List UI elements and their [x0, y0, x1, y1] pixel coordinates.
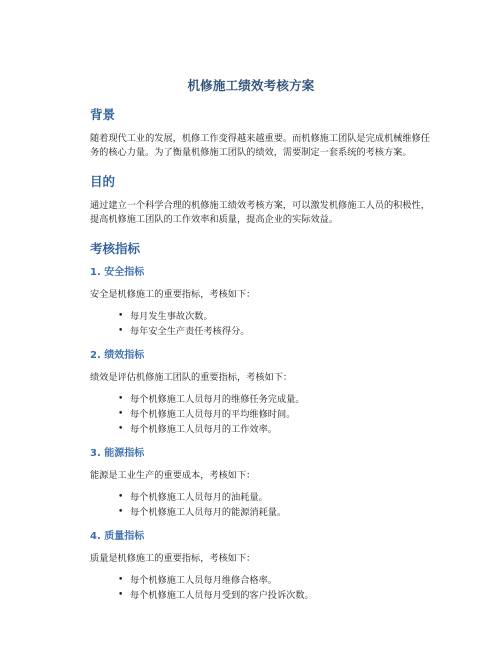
list-item — [72, 505, 430, 520]
section-title: 4. 质量指标 — [90, 531, 145, 542]
bullet-list — [72, 573, 430, 603]
bullet-list — [72, 392, 430, 437]
list-item-text: 每个机修施工人员每月的维修任务完成量。 — [130, 394, 305, 405]
list-item-text: 每年安全生产责任考核得分。 — [130, 326, 250, 337]
heading-indicators: 考核指标 — [90, 241, 141, 256]
list-item-text: 每个机修施工人员每月的工作效率。 — [130, 424, 277, 435]
list-item-text: 每个机修施工人员每月维修合格率。 — [130, 575, 277, 586]
section-lead: 质量是机修施工的重要指标，考核如下： — [90, 553, 256, 564]
section-title: 3. 能源指标 — [90, 448, 145, 459]
section-lead: 能源是工业生产的重要成本，考核如下： — [90, 470, 256, 481]
bullet-icon: • — [118, 311, 124, 321]
bullet-list — [72, 490, 430, 520]
list-item — [72, 324, 430, 339]
list-item-text: 每个机修施工人员每月的平均维修时间。 — [130, 409, 296, 420]
indicator-section-energy — [72, 447, 430, 520]
background-paragraph: 随着现代工业的发展，机修工作变得越来越重要。而机修施工团队是完成机械维修任务的核心力量。为了衡量机修施工团队的绩效，需要制定一套系统的考核方案。 — [90, 133, 430, 158]
section-lead: 绩效是评估机修施工团队的重要指标，考核如下： — [90, 372, 293, 383]
list-item — [72, 588, 430, 603]
list-item-text: 每个机修施工人员每月的油耗量。 — [130, 492, 268, 503]
bullet-icon: • — [118, 326, 124, 336]
section-lead: 安全是机修施工的重要指标，考核如下： — [90, 289, 256, 300]
bullet-icon: • — [118, 394, 124, 404]
list-item — [72, 392, 430, 407]
heading-goal: 目的 — [90, 174, 116, 189]
list-item — [72, 573, 430, 588]
list-item-text: 每个机修施工人员每月受到的客户投诉次数。 — [130, 590, 314, 601]
bullet-icon: • — [118, 590, 124, 600]
bullet-icon: • — [118, 492, 124, 502]
indicator-section-performance — [72, 349, 430, 437]
list-item — [72, 422, 430, 437]
bullet-icon: • — [118, 507, 124, 517]
bullet-icon: • — [118, 424, 124, 434]
list-item-text: 每个机修施工人员每月的能源消耗量。 — [130, 507, 287, 518]
list-item — [72, 490, 430, 505]
list-item-text: 每月发生事故次数。 — [130, 311, 213, 322]
bullet-icon: • — [118, 409, 124, 419]
indicator-section-safety — [72, 266, 430, 339]
list-item — [72, 407, 430, 422]
section-title: 2. 绩效指标 — [90, 350, 145, 361]
list-item — [72, 309, 430, 324]
document-title: 机修施工绩效考核方案 — [187, 78, 315, 93]
heading-background: 背景 — [90, 107, 116, 122]
section-title: 1. 安全指标 — [90, 267, 145, 278]
bullet-list — [72, 309, 430, 339]
bullet-icon: • — [118, 575, 124, 585]
goal-paragraph: 通过建立一个科学合理的机修施工绩效考核方案，可以激发机修施工人员的积极性，提高机修施工团队的工作效率和质量，提高企业的实际效益。 — [90, 200, 430, 225]
indicator-section-quality — [72, 530, 430, 603]
